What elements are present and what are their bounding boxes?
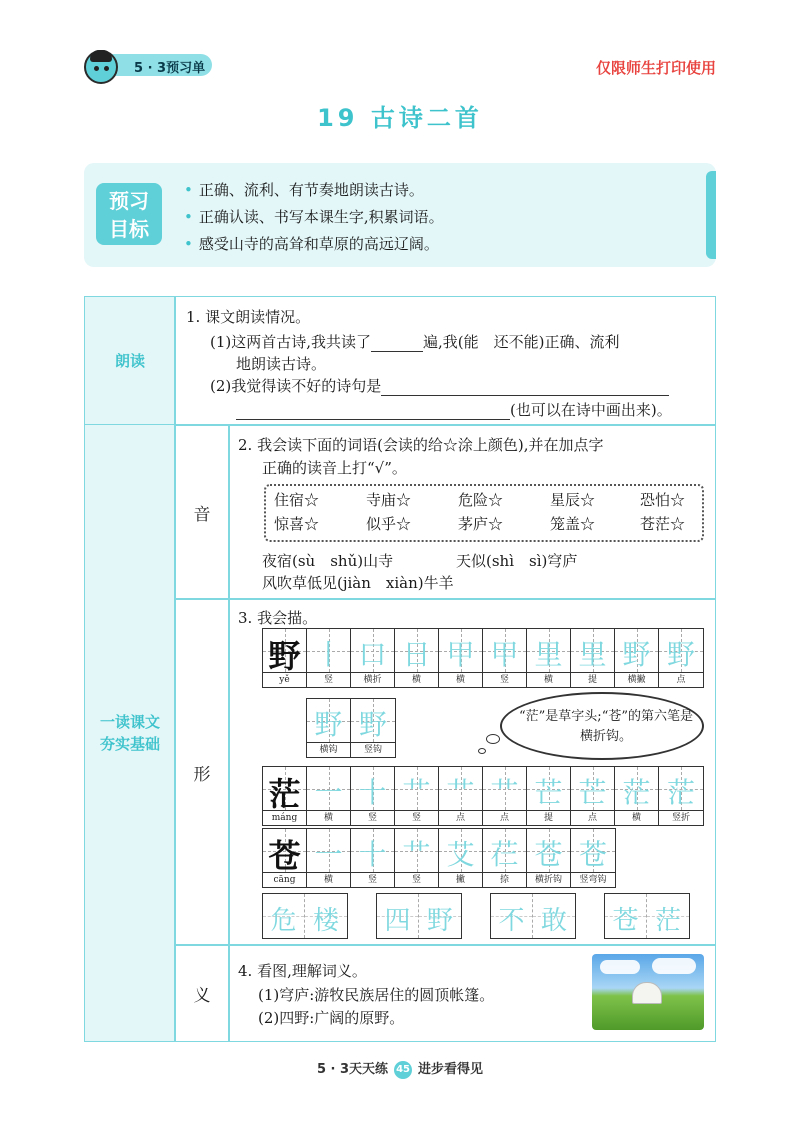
hint-bubble xyxy=(500,692,704,760)
bubble-dot-icon xyxy=(478,748,486,754)
word-trace-pair xyxy=(490,893,576,939)
trace-cell[interactable]: 艾 撇 xyxy=(439,829,483,887)
trace-cell[interactable]: 苍 横折钩 xyxy=(527,829,571,887)
trace-cell[interactable]: 危 xyxy=(263,894,305,938)
trace-cell[interactable]: 丨 竖 xyxy=(307,629,351,687)
goals-side-tab xyxy=(706,171,716,259)
trace-cell[interactable]: 敢 xyxy=(533,894,575,938)
pinyin-choice[interactable]: 夜宿(sù shǔ)山寺 xyxy=(262,552,394,570)
trace-cell[interactable]: 野 点 xyxy=(659,629,703,687)
trace-cell[interactable]: 野 竖钩 xyxy=(351,699,395,757)
answer-blank[interactable] xyxy=(381,377,669,396)
trace-cell[interactable]: 野 横撇 xyxy=(615,629,659,687)
word-star[interactable]: 住宿☆ xyxy=(274,491,320,509)
trace-row-cang xyxy=(262,828,616,888)
q1-title: 1. 课文朗读情况。 xyxy=(186,308,311,326)
q1-2-text: (2)我觉得读不好的诗句是 xyxy=(210,375,669,396)
goals-badge-line2: 目标 xyxy=(109,217,149,241)
trace-cell[interactable]: 艹 竖 xyxy=(395,829,439,887)
trace-row-mang xyxy=(262,766,704,826)
goal-item: • 正确认读、书写本课生字,积累词语。 xyxy=(184,208,444,226)
trace-row-ye xyxy=(262,628,704,688)
word-trace-pair xyxy=(604,893,690,939)
preview-goals-box xyxy=(84,163,716,267)
trace-cell[interactable]: 一 横 xyxy=(307,767,351,825)
bubble-dot-icon xyxy=(486,734,500,744)
shape-label: 形 xyxy=(174,598,230,946)
model-char-cell: 苍 cāng xyxy=(263,829,307,887)
q1-1-text-cont: 地朗读古诗。 xyxy=(236,355,327,373)
trace-cell[interactable]: 楼 xyxy=(305,894,347,938)
trace-cell[interactable]: 苍 xyxy=(605,894,647,938)
trace-cell[interactable]: 茫 xyxy=(647,894,689,938)
brand-logo xyxy=(84,50,214,78)
yurt-grassland-image xyxy=(592,954,704,1030)
word-star[interactable]: 似乎☆ xyxy=(366,515,412,533)
word-star[interactable]: 苍茫☆ xyxy=(640,515,686,533)
trace-cell[interactable]: 艹 点 xyxy=(483,767,527,825)
hint-text: “茫”是草字头;“苍”的第六笔是横折钩。 xyxy=(519,709,693,744)
page-title: 19 古诗二首 xyxy=(317,104,483,132)
meaning-label: 义 xyxy=(174,944,230,1042)
trace-cell[interactable]: 芢 捺 xyxy=(483,829,527,887)
trace-cell[interactable]: 苍 竖弯钩 xyxy=(571,829,615,887)
pinyin-choice[interactable]: 天似(shì sì)穹庐 xyxy=(456,552,578,570)
page-number: 45 xyxy=(394,1061,412,1079)
definition-siye: (2)四野:广阔的原野。 xyxy=(258,1009,405,1027)
trace-cell[interactable]: 芒 提 xyxy=(527,767,571,825)
pinyin-choice[interactable]: 风吹草低见(jiàn xiàn)牛羊 xyxy=(262,574,454,592)
yurt-icon xyxy=(632,982,662,1004)
word-star[interactable]: 茅庐☆ xyxy=(458,515,504,533)
section-reading-label: 朗读 xyxy=(84,296,176,426)
word-star[interactable]: 惊喜☆ xyxy=(274,515,320,533)
trace-cell[interactable]: 十 竖 xyxy=(351,767,395,825)
trace-cell[interactable]: 里 横 xyxy=(527,629,571,687)
trace-cell[interactable]: 日 横 xyxy=(395,629,439,687)
word-star[interactable]: 寺庙☆ xyxy=(366,491,412,509)
trace-cell[interactable]: 艹 竖 xyxy=(395,767,439,825)
page-footer: 5 · 3天天练 45 进步看得见 xyxy=(316,1062,484,1077)
trace-cell[interactable]: 甲 横 xyxy=(439,629,483,687)
trace-cell[interactable]: 不 xyxy=(491,894,533,938)
q1-2-text-cont: (也可以在诗中画出来)。 xyxy=(236,399,672,420)
trace-row-ye-extra xyxy=(306,698,396,758)
trace-cell[interactable]: 茫 横 xyxy=(615,767,659,825)
sound-label: 音 xyxy=(174,424,230,600)
model-char-cell: 野 yě xyxy=(263,629,307,687)
q2-line1: 2. 我会读下面的词语(会读的给☆涂上颜色),并在加点字 xyxy=(238,436,604,454)
word-star[interactable]: 笼盖☆ xyxy=(550,515,596,533)
trace-cell[interactable]: 茫 竖折 xyxy=(659,767,703,825)
word-star[interactable]: 危险☆ xyxy=(458,491,504,509)
student-face-icon xyxy=(84,50,118,84)
q2-line2: 正确的读音上打“√”。 xyxy=(262,459,407,477)
goals-badge xyxy=(96,183,162,245)
q1-1-text: (1)这两首古诗,我共读了 遍,我(能 还不能)正确、流利 xyxy=(210,333,620,351)
trace-cell[interactable]: 四 xyxy=(377,894,419,938)
trace-cell[interactable]: 芒 点 xyxy=(571,767,615,825)
q3-title: 3. 我会描。 xyxy=(238,609,318,627)
goal-item: • 感受山寺的高耸和草原的高远辽阔。 xyxy=(184,235,439,253)
trace-cell[interactable]: 一 横 xyxy=(307,829,351,887)
word-star[interactable]: 星辰☆ xyxy=(550,491,596,509)
trace-cell[interactable]: 十 竖 xyxy=(351,829,395,887)
model-char-cell: 茫 máng xyxy=(263,767,307,825)
answer-blank[interactable] xyxy=(371,333,423,352)
definition-qionglu: (1)穹庐:游牧民族居住的圆顶帐篷。 xyxy=(258,986,495,1004)
trace-cell[interactable]: 口 横折 xyxy=(351,629,395,687)
q4-title: 4. 看图,理解词义。 xyxy=(238,962,367,980)
section-basics-label: 一读课文 夯实基础 xyxy=(84,424,176,1042)
trace-cell[interactable]: 甲 竖 xyxy=(483,629,527,687)
answer-blank[interactable] xyxy=(236,401,510,420)
brand-text: 5 · 3预习单 xyxy=(134,61,206,76)
word-trace-pair xyxy=(376,893,462,939)
word-trace-pair xyxy=(262,893,348,939)
goal-item: • 正确、流利、有节奏地朗读古诗。 xyxy=(184,181,424,199)
usage-restriction: 仅限师生打印使用 xyxy=(595,59,716,77)
trace-cell[interactable]: 野 xyxy=(419,894,461,938)
trace-cell[interactable]: 里 提 xyxy=(571,629,615,687)
goals-list xyxy=(184,177,444,258)
trace-cell[interactable]: 野 横钩 xyxy=(307,699,351,757)
goals-badge-line1: 预习 xyxy=(109,189,149,213)
trace-cell[interactable]: 艹 点 xyxy=(439,767,483,825)
word-star[interactable]: 恐怕☆ xyxy=(640,491,686,509)
